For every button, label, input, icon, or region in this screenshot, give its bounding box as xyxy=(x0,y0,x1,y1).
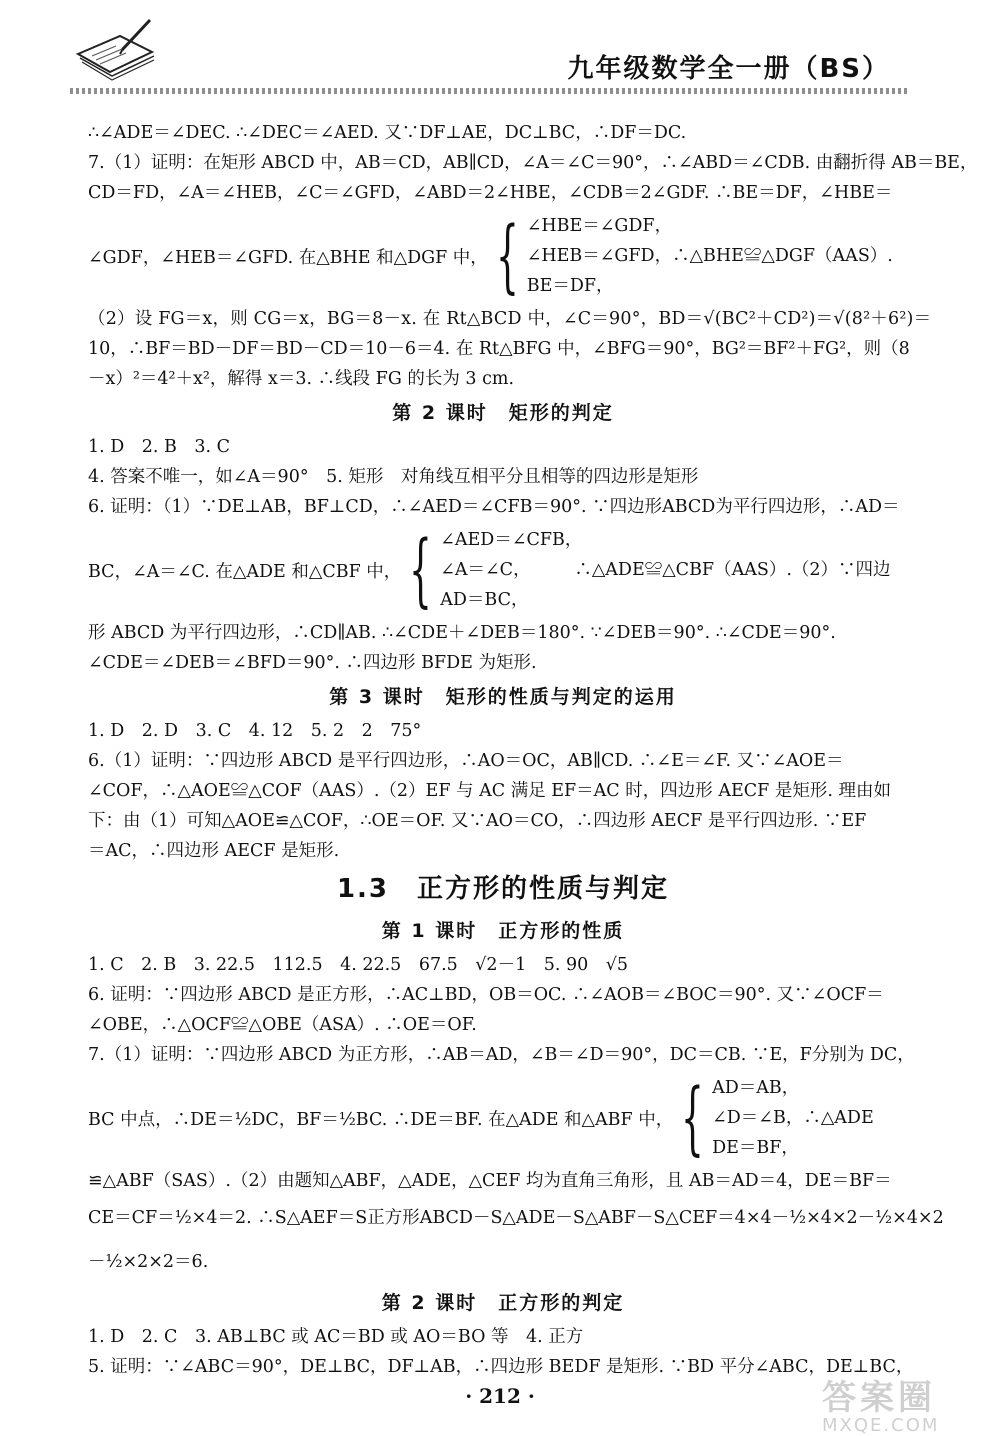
text-line: 10，∴BF＝BD－DF＝BD－CD＝10－6＝4. 在 Rt△BFG 中，∠BFG＝90°，BG²＝BF²＋FG²，则（8 xyxy=(88,339,910,359)
equation-system xyxy=(88,208,918,304)
text-line: 1. D 2. C 3. AB⊥BC 或 AC＝BD 或 AO＝BO 等 4. 正方 xyxy=(88,1327,584,1347)
brace-icon: { xyxy=(681,1071,705,1164)
text-line: 5. 证明：∵∠ABC＝90°，DE⊥BC，DF⊥AB，∴四边形 BEDF 是矩形. ∵BD 平分∠ABC，DE⊥BC， xyxy=(88,1357,914,1377)
answer-content xyxy=(88,118,978,1382)
system-condition: ∠HEB＝∠GFD，∴△BHE≌△DGF（AAS）. xyxy=(526,246,893,266)
system-condition: AD＝AB， xyxy=(712,1078,800,1098)
text-line: 1. C 2. B 3. 22.5 112.5 4. 22.5 67.5 √2－1 5. 90 √5 xyxy=(88,955,629,975)
system-condition: DE＝BF， xyxy=(712,1138,799,1158)
system-condition: ∠HBE＝∠GDF， xyxy=(526,216,673,236)
text-line: CD＝FD，∠A＝∠HEB，∠C＝∠GFD，∠ABD＝2∠HBE，∠CDB＝2∠GDF. ∴BE＝DF，∠HBE＝ xyxy=(88,183,893,203)
text-line: 7.（1）证明：∵四边形 ABCD 为正方形，∴AB＝AD，∠B＝∠D＝90°，DC＝CB. ∵E，F分别为 DC， xyxy=(88,1045,915,1065)
page-number: · 212 · xyxy=(465,1384,535,1408)
equation-system xyxy=(88,1070,918,1166)
text-line: （2）设 FG＝x，则 CG＝x，BG＝8－x. 在 Rt△BCD 中，∠C＝90°，BD＝√(BC²＋CD²)＝√(8²＋6²)＝ xyxy=(88,309,932,329)
lesson-heading: 第 3 课时 矩形的性质与判定的运用 xyxy=(329,686,677,708)
text-line: ∴∠ADE＝∠DEC. ∴∠DEC＝∠AED. 又∵DF⊥AE，DC⊥BC，∴DF＝DC. xyxy=(88,123,687,143)
text-line: 1. D 2. D 3. C 4. 12 5. 2 2 75° xyxy=(88,721,422,741)
system-condition: ∠AED＝∠CFB， xyxy=(440,530,583,550)
text-line: 6. 证明：（1）∵DE⊥AB，BF⊥CD，∴∠AED＝∠CFB＝90°. ∵四边形ABCD为平行四边形，∴AD＝ xyxy=(88,497,900,517)
section-heading: 1.3 正方形的性质与判定 xyxy=(336,874,670,904)
header-divider xyxy=(70,88,910,94)
notebook-pencil-icon xyxy=(70,14,160,88)
equation-system xyxy=(88,522,918,618)
watermark-logo xyxy=(822,1370,982,1436)
text-line: ＝AC，∴四边形 AECF 是矩形. xyxy=(88,841,340,861)
text-line: 1. D 2. B 3. C xyxy=(88,437,231,457)
watermark-url: MXQE.COM xyxy=(822,1415,940,1436)
text-line: 7.（1）证明：在矩形 ABCD 中，AB＝CD，AB∥CD，∠A＝∠C＝90°，∴∠ABD＝∠CDB. 由翻折得 AB＝BE， xyxy=(88,153,978,173)
text-line: ∠CDE＝∠DEB＝∠BFD＝90°. ∴四边形 BFDE 为矩形. xyxy=(88,653,537,673)
system-condition: ∠A＝∠C， ∴△ADE≌△CBF（AAS）.（2）∵四边 xyxy=(440,560,891,580)
text-line: CE＝CF＝½×4＝2. ∴S△AEF＝S正方形ABCD－S△ADE－S△ABF－S△CEF＝4×4－½×4×2－½×4×2 xyxy=(88,1208,944,1228)
system-condition: AD＝BC， xyxy=(440,590,529,610)
text-line: 4. 答案不唯一，如∠A＝90° 5. 矩形 对角线互相平分且相等的四边形是矩形 xyxy=(88,467,699,487)
lesson-heading: 第 2 课时 矩形的判定 xyxy=(392,402,614,424)
text-line: ∠OBE，∴△OCF≌△OBE（ASA）. ∴OE＝OF. xyxy=(88,1015,477,1035)
lesson-heading: 第 1 课时 正方形的性质 xyxy=(381,920,625,942)
text-line: BC 中点，∴DE＝½DC，BF＝½BC. ∴DE＝BF. 在△ADE 和△ABF 中， xyxy=(88,1109,674,1130)
system-condition: BE＝DF， xyxy=(526,276,614,296)
brace-icon: { xyxy=(409,523,433,616)
text-line: ∠COF，∴△AOE≌△COF（AAS）.（2）EF 与 AC 满足 EF＝AC 时，四边形 AECF 是矩形. 理由如 xyxy=(88,781,891,801)
text-line: ≌△ABF（SAS）.（2）由题知△ABF，△ADE，△CEF 均为直角三角形，且 AB＝AD＝4，DE＝BF＝ xyxy=(88,1171,892,1191)
text-line: 6.（1）证明：∵四边形 ABCD 是平行四边形，∴AO＝OC，AB∥CD. ∴∠E＝∠F. 又∵∠AOE＝ xyxy=(88,751,844,771)
text-line: －½×2×2＝6. xyxy=(88,1252,209,1272)
system-condition: ∠D＝∠B，∴△ADE xyxy=(712,1108,874,1128)
text-line: －x）²＝4²＋x²，解得 x＝3. ∴线段 FG 的长为 3 cm. xyxy=(88,369,515,389)
brace-icon: { xyxy=(495,209,519,302)
text-line: ∠GDF，∠HEB＝∠GFD. 在△BHE 和△DGF 中， xyxy=(88,247,488,268)
page-header xyxy=(0,0,1000,110)
lesson-heading: 第 2 课时 正方形的判定 xyxy=(381,1292,625,1314)
text-line: 形 ABCD 为平行四边形，∴CD∥AB. ∴∠CDE＋∠DEB＝180°. ∵∠DEB＝90°. ∴∠CDE＝90°. xyxy=(88,623,836,643)
text-line: 6. 证明：∵四边形 ABCD 是正方形，∴AC⊥BD，OB＝OC. ∴∠AOB＝∠BOC＝90°. 又∵∠OCF＝ xyxy=(88,985,884,1005)
text-line: 下：由（1）可知△AOE≌△COF，∴OE＝OF. 又∵AO＝CO，∴四边形 AECF 是平行四边形. ∵EF xyxy=(88,811,867,831)
book-title: 九年级数学全一册（BS） xyxy=(567,54,890,84)
text-line: BC，∠A＝∠C. 在△ADE 和△CBF 中， xyxy=(88,561,402,582)
watermark-text: 答案圈 xyxy=(822,1378,936,1418)
